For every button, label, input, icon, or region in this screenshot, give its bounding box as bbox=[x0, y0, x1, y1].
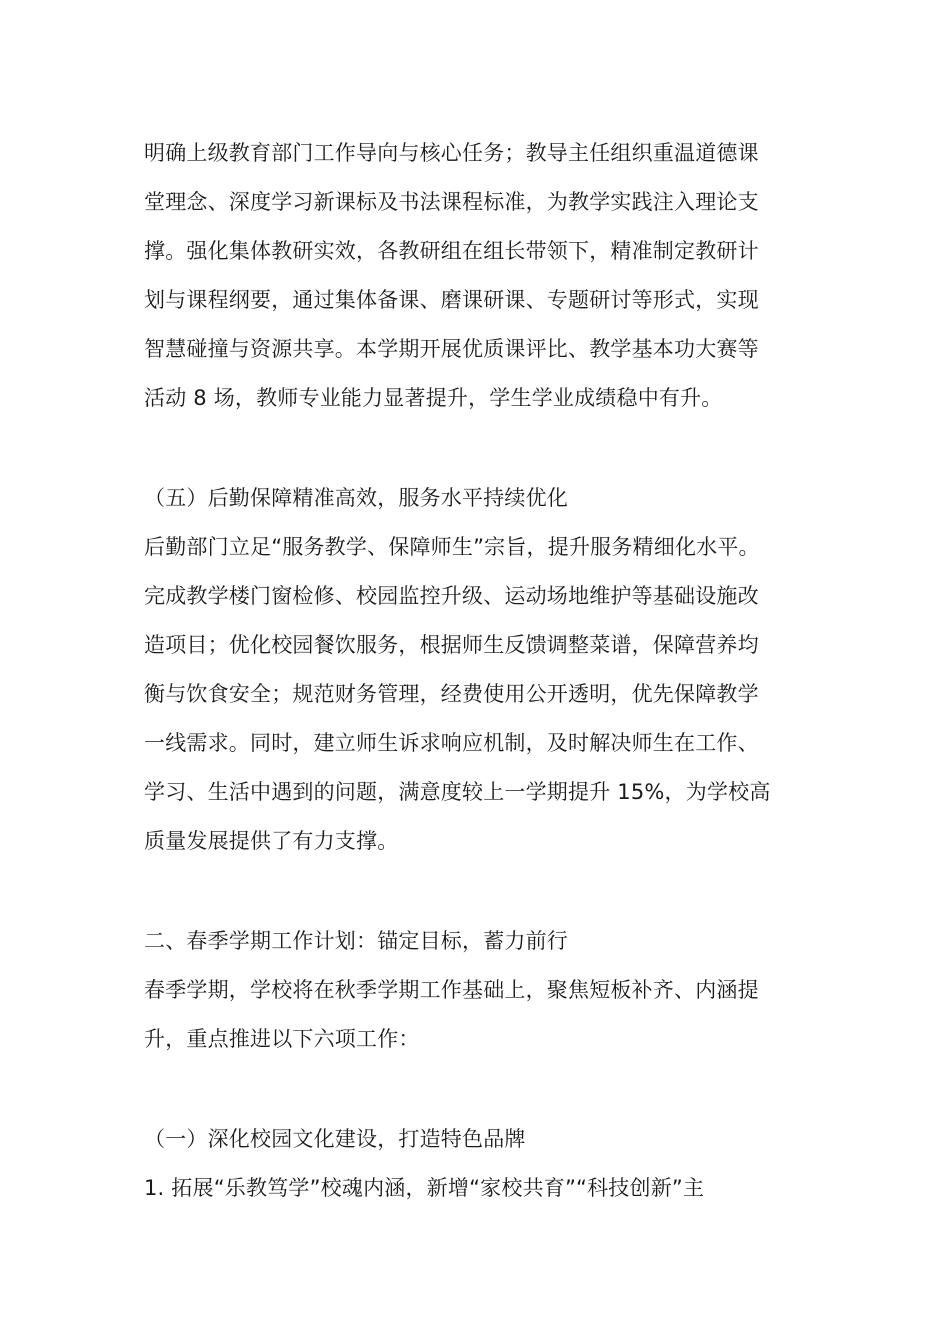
text-line: 后勤部门立足“服务教学、保障师生”宗旨，提升服务精细化水平。 bbox=[144, 535, 760, 559]
text-line: 质量发展提供了有力支撑。 bbox=[144, 829, 399, 853]
text-line: 撑。强化集体教研实效，各教研组在组长带领下，精准制定教研计 bbox=[144, 239, 759, 263]
section-heading: （五）后勤保障精准高效，服务水平持续优化 bbox=[144, 486, 568, 510]
text-line: 一线需求。同时，建立师生诉求响应机制，及时解决师生在工作、 bbox=[144, 731, 759, 755]
text-line: 完成教学楼门窗检修、校园监控升级、运动场地维护等基础设施改 bbox=[144, 584, 759, 608]
text-line: 学习、生活中遇到的问题，满意度较上一学期提升 15%，为学校高 bbox=[144, 780, 771, 804]
text-line: 智慧碰撞与资源共享。本学期开展优质课评比、教学基本功大赛等 bbox=[144, 337, 759, 361]
text-line: 造项目；优化校园餐饮服务，根据师生反馈调整菜谱，保障营养均 bbox=[144, 633, 759, 657]
text-line: 春季学期，学校将在秋季学期工作基础上，聚焦短板补齐、内涵提 bbox=[144, 978, 759, 1002]
text-line: 升，重点推进以下六项工作： bbox=[144, 1027, 420, 1051]
text-line: 划与课程纲要，通过集体备课、磨课研课、专题研讨等形式，实现 bbox=[144, 288, 759, 312]
text-line: 1. 拓展“乐教笃学”校魂内涵，新增“家校共育”“科技创新”主 bbox=[144, 1176, 705, 1200]
text-line: 堂理念、深度学习新课标及书法课程标准，为教学实践注入理论支 bbox=[144, 190, 759, 214]
text-line: 明确上级教育部门工作导向与核心任务；教导主任组织重温道德课 bbox=[144, 141, 759, 165]
text-line: 衡与饮食安全；规范财务管理，经费使用公开透明，优先保障教学 bbox=[144, 682, 759, 706]
section-heading: （一）深化校园文化建设，打造特色品牌 bbox=[144, 1127, 526, 1151]
section-heading: 二、春季学期工作计划：锚定目标，蓄力前行 bbox=[144, 929, 568, 953]
text-line: 活动 8 场，教师专业能力显著提升，学生学业成绩稳中有升。 bbox=[144, 386, 723, 410]
